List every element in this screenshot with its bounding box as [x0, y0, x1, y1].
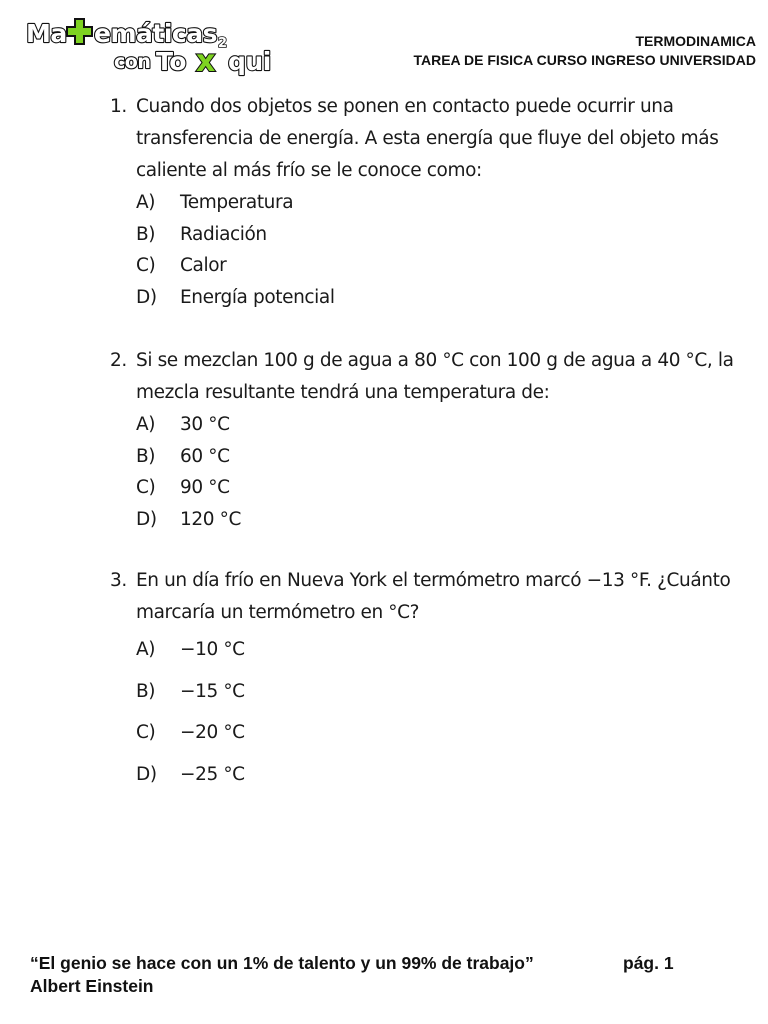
question-2-number: 2.	[110, 350, 127, 371]
logo-text-qui: qui	[228, 47, 271, 76]
question-1-line-1	[110, 91, 750, 123]
option-letter: A)	[136, 192, 156, 213]
question-1-number: 1.	[110, 96, 127, 117]
question-1-option-a	[110, 187, 750, 219]
question-1-text-1: Cuando dos objetos se ponen en contacto puede ocurrir una	[136, 96, 674, 117]
option-text: −15 °C	[180, 680, 245, 702]
option-letter: D)	[136, 508, 157, 530]
question-3-option-d	[110, 754, 750, 796]
green-plus-icon	[67, 19, 92, 44]
question-3	[110, 565, 750, 795]
option-letter: A)	[136, 639, 156, 660]
question-3-option-b	[110, 671, 750, 713]
question-1-option-c	[110, 250, 750, 282]
option-letter: C)	[136, 255, 156, 276]
question-2-option-b	[110, 441, 750, 473]
logo-text-x: x	[196, 44, 216, 79]
logo-text-con: con	[114, 51, 151, 73]
option-letter: A)	[136, 414, 156, 435]
question-1	[110, 91, 750, 313]
option-text: 120 °C	[180, 508, 241, 530]
question-2-option-a	[110, 409, 750, 441]
question-3-text-2: marcaría un termómetro en °C?	[136, 602, 420, 623]
option-letter: C)	[136, 477, 156, 498]
question-1-option-b	[110, 219, 750, 251]
question-2-text-1: Si se mezclan 100 g de agua a 80 °C con 100 g de agua a 40 °C, la	[136, 350, 734, 371]
logo-text-ma: Ma	[26, 19, 67, 48]
question-2-option-d	[110, 504, 750, 536]
page-header	[413, 32, 756, 70]
question-1-text-2: transferencia de energía. A esta energía que fluye del objeto más	[136, 128, 719, 149]
question-2-text-2: mezcla resultante tendrá una temperatura de:	[136, 382, 550, 403]
logo-graphic	[24, 14, 271, 79]
site-logo	[24, 14, 271, 79]
header-topic: TERMODINAMICA	[635, 33, 756, 49]
footer-author: Albert Einstein	[30, 976, 154, 996]
option-letter: B)	[136, 680, 156, 702]
option-text: Temperatura	[180, 192, 294, 213]
question-3-line-1	[110, 565, 750, 597]
question-1-option-d	[110, 282, 750, 314]
page-footer	[30, 952, 534, 998]
question-3-text-1: En un día frío en Nueva York el termómetro marcó −13 °F. ¿Cuánto	[136, 570, 731, 591]
option-text: 90 °C	[180, 477, 230, 498]
option-text: −10 °C	[180, 639, 245, 660]
option-text: −20 °C	[180, 722, 245, 743]
question-1-text-3: caliente al más frío se le conoce como:	[136, 160, 482, 181]
option-text: 60 °C	[180, 445, 230, 467]
logo-text-exponent: 2	[218, 36, 228, 51]
question-3-option-c	[110, 712, 750, 754]
footer-quote: “El genio se hace con un 1% de talento y un 99% de trabajo”	[30, 953, 534, 973]
option-text: −25 °C	[180, 763, 245, 785]
option-text: 30 °C	[180, 414, 230, 435]
logo-text-ematicas: emáticas	[94, 19, 217, 48]
option-letter: D)	[136, 763, 157, 785]
question-2	[110, 345, 750, 535]
question-3-option-a	[110, 629, 750, 671]
header-subtitle: TAREA DE FISICA CURSO INGRESO UNIVERSIDAD	[413, 52, 756, 68]
logo-text-to: To	[156, 47, 186, 76]
option-text: Energía potencial	[180, 286, 335, 308]
page-number: pág. 1	[623, 953, 674, 973]
option-letter: C)	[136, 722, 156, 743]
option-text: Radiación	[180, 223, 267, 245]
option-text: Calor	[180, 255, 227, 276]
option-letter: D)	[136, 286, 157, 308]
question-2-option-c	[110, 472, 750, 504]
option-letter: B)	[136, 223, 156, 245]
option-letter: B)	[136, 445, 156, 467]
question-2-line-1	[110, 345, 750, 377]
question-3-number: 3.	[110, 570, 127, 591]
